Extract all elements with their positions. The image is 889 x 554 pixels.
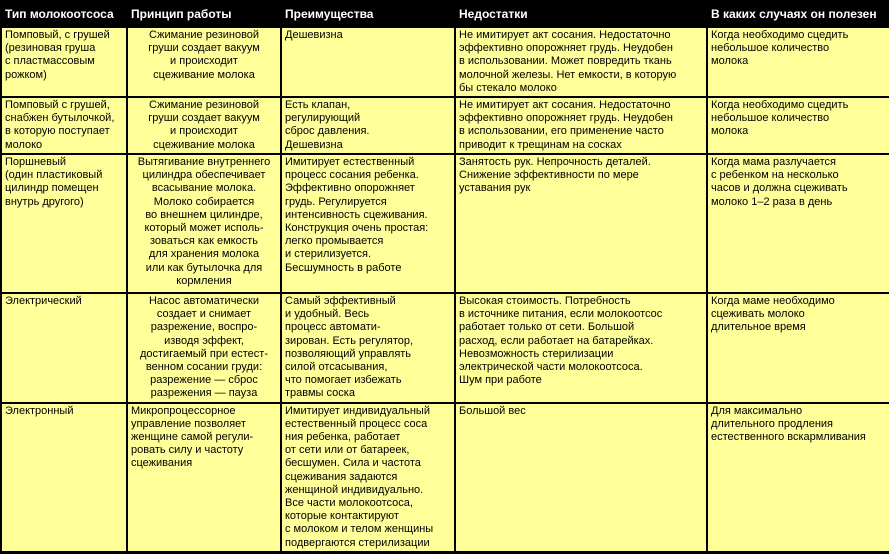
cell-principle: Сжимание резиновой груши создает вакуум и происходит сцеживание молока bbox=[128, 98, 280, 153]
cell-use-cases: Для максимально длительного продления естественного вскармливания bbox=[708, 404, 889, 551]
cell-advantages: Самый эффективный и удобный. Весь процесс автомати- зирован. Есть регулятор, позволяющий управлять силой отсасывания, что помогает избежать травмы соска bbox=[282, 294, 454, 402]
header-principle: Принцип работы bbox=[128, 2, 280, 26]
header-advantages: Преимущества bbox=[282, 2, 454, 26]
table-row bbox=[2, 98, 889, 153]
cell-use-cases: Когда необходимо сцедить небольшое количество молока bbox=[708, 98, 889, 153]
cell-principle: Сжимание резиновой груши создает вакуум и происходит сцеживание молока bbox=[128, 28, 280, 96]
cell-advantages: Дешевизна bbox=[282, 28, 454, 96]
cell-type: Электронный bbox=[2, 404, 126, 551]
header-use-cases: В каких случаях он полезен bbox=[708, 2, 889, 26]
cell-disadvantages: Занятость рук. Непрочность деталей. Снижение эффективности по мере уставания рук bbox=[456, 155, 706, 292]
header-row bbox=[2, 2, 889, 26]
table-row bbox=[2, 294, 889, 402]
cell-use-cases: Когда маме необходимо сцеживать молоко длительное время bbox=[708, 294, 889, 402]
cell-type: Электрический bbox=[2, 294, 126, 402]
cell-advantages: Имитирует естественный процесс сосания ребенка. Эффективно опорожняет грудь. Регулируется интенсивность сцеживания. Конструкция очень простая: легко промывается и стерилизуется. Бесшумность в работе bbox=[282, 155, 454, 292]
table-row bbox=[2, 155, 889, 292]
cell-disadvantages: Не имитирует акт сосания. Недостаточно эффективно опорожняет грудь. Неудобен в использовании. Может повредить ткань молочной железы. Нет емкости, в которую бы стекало молоко bbox=[456, 28, 706, 96]
header-type: Тип молокоотсоса bbox=[2, 2, 126, 26]
cell-disadvantages: Не имитирует акт сосания. Недостаточно эффективно опорожняет грудь. Неудобен в использовании, его применение часто приводит к трещинам на сосках bbox=[456, 98, 706, 153]
cell-disadvantages: Высокая стоимость. Потребность в источнике питания, если молокоотсос работает только от сети. Большой расход, если работает на батарейках. Невозможность стерилизации электрической части молокоотсоса. Шум при работе bbox=[456, 294, 706, 402]
cell-disadvantages: Большой вес bbox=[456, 404, 706, 551]
cell-principle: Микропроцессорное управление позволяет женщине самой регули- ровать силу и частоту сцеживания bbox=[128, 404, 280, 551]
cell-use-cases: Когда мама разлучается с ребенком на несколько часов и должна сцеживать молоко 1–2 раза в день bbox=[708, 155, 889, 292]
cell-principle: Насос автоматически создает и снимает разрежение, воспро- изводя эффект, достигаемый при естест- венном сосании груди: разрежение — сброс разрежения — пауза bbox=[128, 294, 280, 402]
cell-type: Поршневый (один пластиковый цилиндр помещен внутрь другого) bbox=[2, 155, 126, 292]
cell-principle: Вытягивание внутреннего цилиндра обеспечивает всасывание молока. Молоко собирается во внешнем цилиндре, который может исполь- зоваться как емкость для хранения молока или как бутылочка для кормления bbox=[128, 155, 280, 292]
cell-advantages: Имитирует индивидуальный естественный процесс соса ния ребенка, работает от сети или от батареек, бесшумен. Сила и частота сцеживания задаются женщиной индивидуально. Все части молокоотсоса, которые контактируют с молоком и телом женщины подвергаются стерилизации bbox=[282, 404, 454, 551]
cell-advantages: Есть клапан, регулирующий сброс давления. Дешевизна bbox=[282, 98, 454, 153]
cell-use-cases: Когда необходимо сцедить небольшое количество молока bbox=[708, 28, 889, 96]
cell-type: Помповый с грушей, снабжен бутылочкой, в которую поступает молоко bbox=[2, 98, 126, 153]
cell-type: Помповый, с грушей (резиновая груша с пластмассовым рожком) bbox=[2, 28, 126, 96]
table-row bbox=[2, 404, 889, 551]
header-disadvantages: Недостатки bbox=[456, 2, 706, 26]
table-row bbox=[2, 28, 889, 96]
